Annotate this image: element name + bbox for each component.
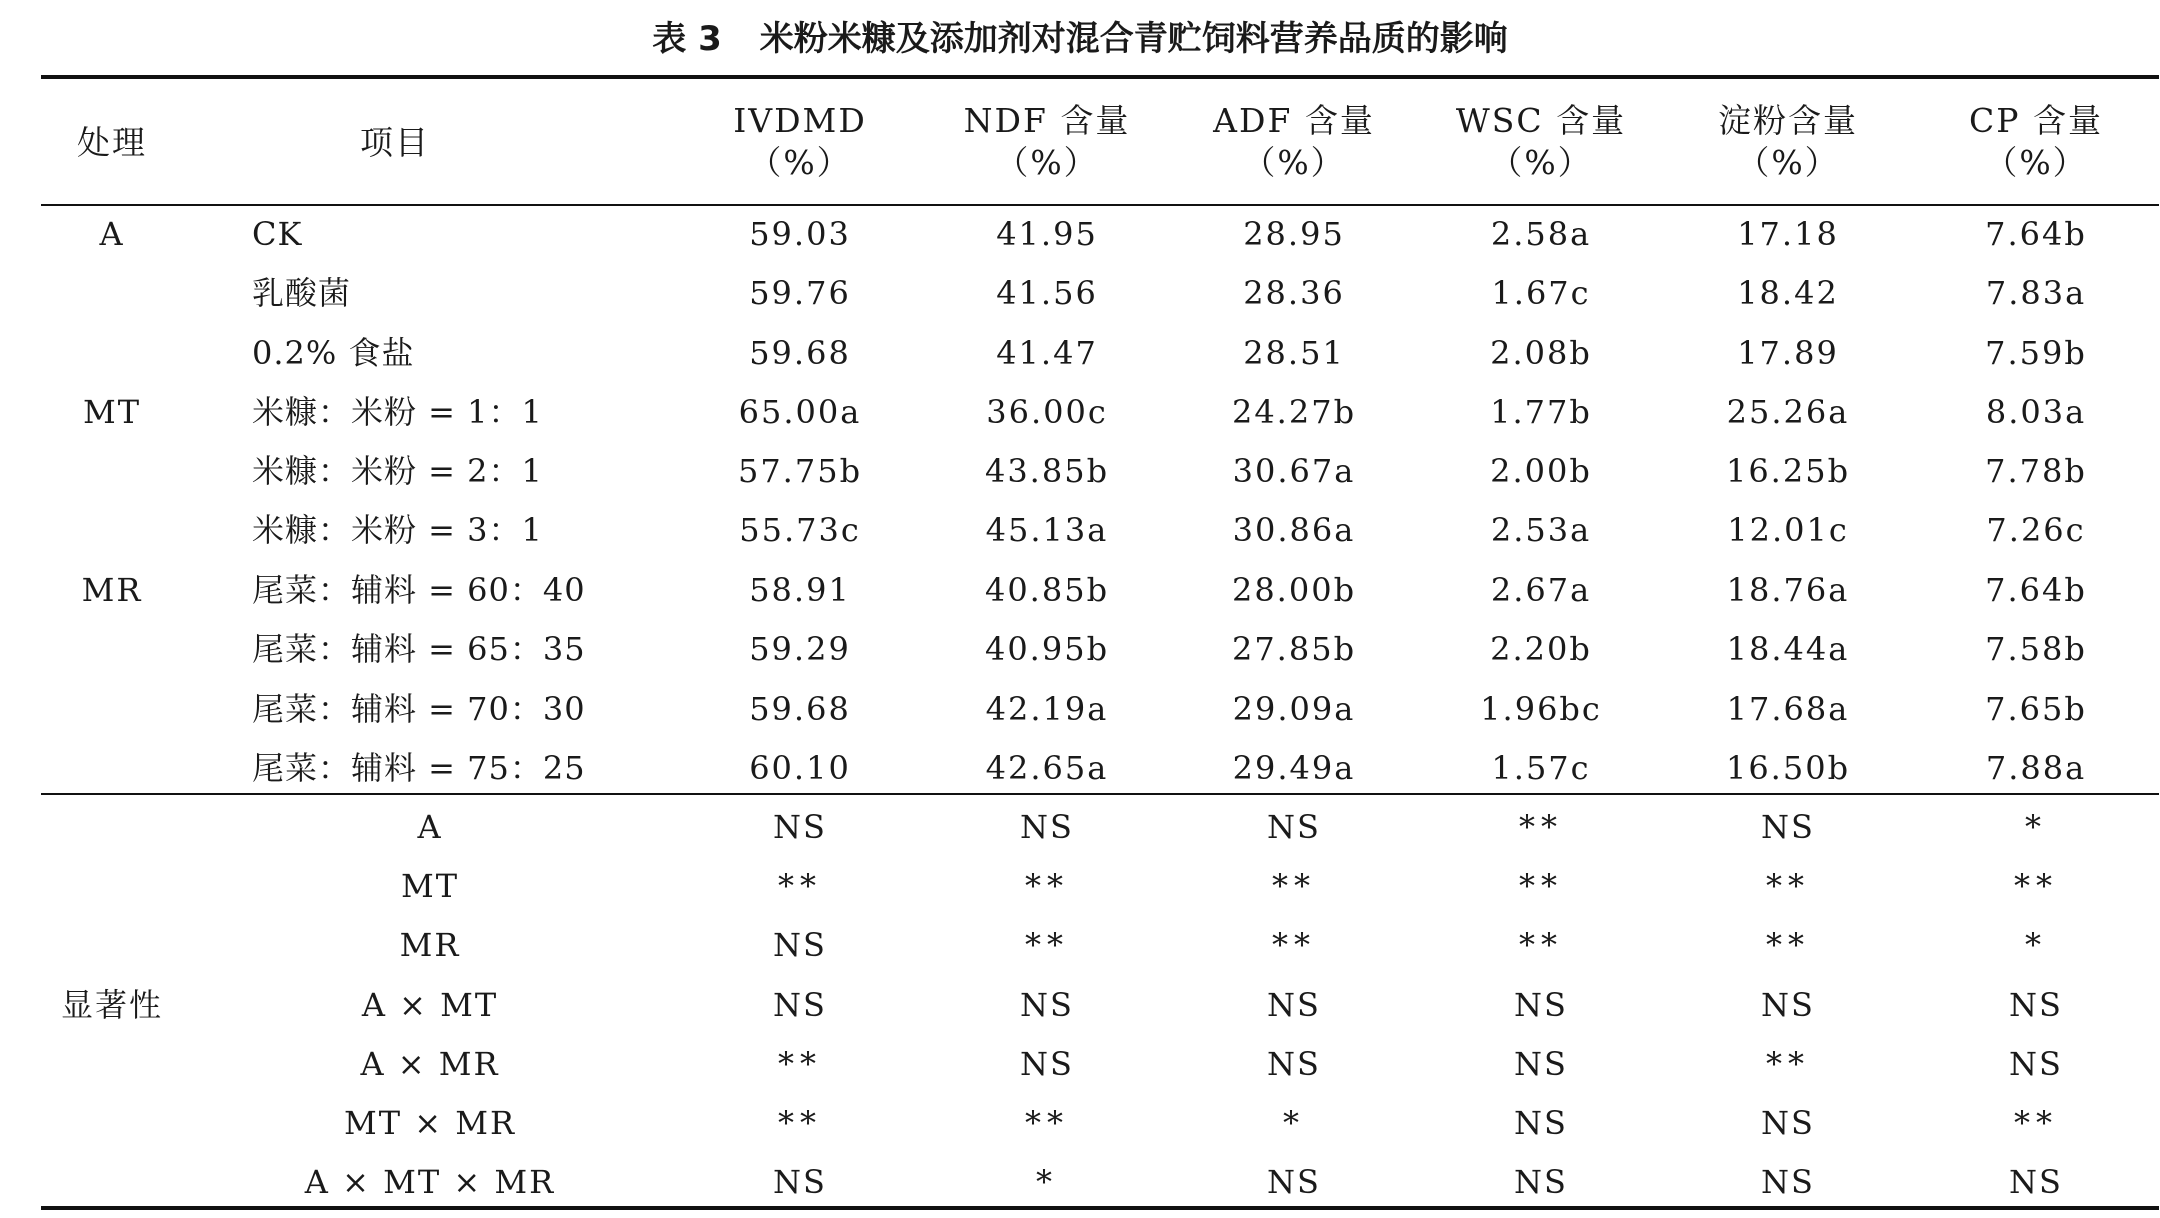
table-cell: 2.58a	[1490, 215, 1592, 253]
table-cell: 2.20b	[1490, 630, 1592, 668]
significance-cell: NS	[1761, 808, 1815, 846]
table-cell: 12.01c	[1727, 511, 1849, 549]
table-cell: 7.83a	[1985, 274, 2087, 312]
row-item-label: 尾菜：辅料 = 60：40	[252, 571, 586, 609]
bottom-rule	[41, 1206, 2159, 1210]
table-cell: 59.29	[749, 630, 851, 668]
row-item-label: 米糠：米粉 = 3：1	[252, 511, 543, 549]
significance-cell: NS	[2009, 1045, 2063, 1083]
table-cell: 41.95	[996, 215, 1098, 253]
significance-cell: **	[778, 1104, 822, 1142]
table-cell: 40.85b	[984, 571, 1110, 609]
table-cell: 7.78b	[1985, 452, 2087, 490]
significance-cell: NS	[1267, 808, 1321, 846]
table-cell: 41.47	[996, 334, 1098, 372]
significance-factor: A	[417, 808, 443, 846]
table-cell: 2.53a	[1490, 511, 1592, 549]
table-cell: 24.27b	[1231, 393, 1357, 431]
table-cell: 16.50b	[1725, 749, 1851, 787]
significance-cell: NS	[1514, 986, 1568, 1024]
table-cell: 1.96bc	[1480, 690, 1602, 728]
significance-cell: *	[1283, 1104, 1305, 1142]
significance-cell: **	[1272, 867, 1316, 905]
table-cell: 59.76	[749, 274, 851, 312]
table-cell: 29.09a	[1232, 690, 1356, 728]
significance-cell: *	[1036, 1163, 1058, 1201]
table-cell: 2.08b	[1490, 334, 1592, 372]
table-cell: 55.73c	[739, 511, 861, 549]
treatment-group: MT	[82, 393, 142, 431]
table-cell: 2.00b	[1490, 452, 1592, 490]
table-cell: 58.91	[749, 571, 851, 609]
significance-factor: MR	[399, 926, 461, 964]
table-cell: 40.95b	[984, 630, 1110, 668]
significance-cell: *	[2025, 926, 2047, 964]
significance-factor: A × MT × MR	[304, 1163, 556, 1201]
significance-cell: NS	[1267, 1045, 1321, 1083]
table-cell: 42.19a	[985, 690, 1109, 728]
row-item-label: CK	[252, 215, 303, 253]
header-treatment: 处理	[77, 123, 147, 162]
table-cell: 16.25b	[1725, 452, 1851, 490]
table-cell: 7.64b	[1985, 215, 2087, 253]
significance-cell: NS	[1514, 1163, 1568, 1201]
row-item-label: 尾菜：辅料 = 70：30	[252, 690, 586, 728]
table-cell: 30.67a	[1232, 452, 1356, 490]
significance-cell: **	[1519, 808, 1563, 846]
table-cell: 45.13a	[985, 511, 1109, 549]
significance-cell: **	[778, 1045, 822, 1083]
table-cell: 28.51	[1243, 334, 1345, 372]
column-header: NDF 含量	[963, 101, 1131, 140]
row-item-label: 米糠：米粉 = 1：1	[252, 393, 543, 431]
row-item-label: 尾菜：辅料 = 75：25	[252, 749, 586, 787]
significance-cell: NS	[1761, 1163, 1815, 1201]
significance-cell: NS	[1514, 1045, 1568, 1083]
row-item-label: 尾菜：辅料 = 65：35	[252, 630, 586, 668]
significance-cell: **	[1519, 926, 1563, 964]
table-cell: 28.00b	[1231, 571, 1357, 609]
significance-label: 显著性	[60, 986, 164, 1024]
table-cell: 7.59b	[1985, 334, 2087, 372]
row-item-label: 0.2% 食盐	[252, 334, 415, 372]
significance-cell: **	[1519, 867, 1563, 905]
table-cell: 57.75b	[737, 452, 863, 490]
column-unit: （%）	[748, 143, 852, 182]
significance-factor: MT	[400, 867, 460, 905]
significance-factor: A × MR	[360, 1045, 500, 1083]
table-cell: 7.58b	[1985, 630, 2087, 668]
significance-rule	[41, 793, 2159, 795]
table-cell: 18.44a	[1726, 630, 1850, 668]
column-header: CP 含量	[1969, 101, 2103, 140]
treatment-group: A	[99, 215, 125, 253]
table-cell: 25.26a	[1726, 393, 1850, 431]
significance-factor: A × MT	[361, 986, 499, 1024]
significance-cell: **	[1766, 1045, 1810, 1083]
column-unit: （%）	[1242, 143, 1346, 182]
table-cell: 1.67c	[1491, 274, 1591, 312]
significance-cell: NS	[1514, 1104, 1568, 1142]
table-cell: 43.85b	[984, 452, 1110, 490]
significance-cell: NS	[1761, 1104, 1815, 1142]
table-cell: 7.65b	[1985, 690, 2087, 728]
table-cell: 42.65a	[985, 749, 1109, 787]
table-cell: 27.85b	[1231, 630, 1357, 668]
table-number: 表 3	[652, 19, 722, 59]
table-cell: 7.88a	[1985, 749, 2087, 787]
significance-cell: NS	[773, 1163, 827, 1201]
table-cell: 7.64b	[1985, 571, 2087, 609]
table-cell: 17.18	[1737, 215, 1839, 253]
table-cell: 1.77b	[1490, 393, 1592, 431]
significance-cell: **	[2014, 867, 2058, 905]
significance-cell: **	[778, 867, 822, 905]
table-cell: 59.68	[749, 334, 851, 372]
significance-cell: NS	[773, 808, 827, 846]
table-cell: 36.00c	[986, 393, 1108, 431]
column-header: ADF 含量	[1213, 101, 1375, 140]
row-item-label: 乳酸菌	[252, 274, 352, 312]
significance-cell: **	[1025, 867, 1069, 905]
table-cell: 60.10	[749, 749, 851, 787]
column-unit: （%）	[1984, 143, 2088, 182]
significance-cell: NS	[773, 926, 827, 964]
significance-cell: NS	[1761, 986, 1815, 1024]
table-cell: 18.76a	[1726, 571, 1850, 609]
significance-cell: NS	[773, 986, 827, 1024]
significance-cell: NS	[2009, 1163, 2063, 1201]
table-title	[0, 14, 2160, 64]
column-unit: （%）	[1736, 143, 1840, 182]
table-caption: 米粉米糠及添加剂对混合青贮饲料营养品质的影响	[759, 19, 1508, 59]
table-cell: 2.67a	[1490, 571, 1592, 609]
column-unit: （%）	[995, 143, 1099, 182]
header-rule	[41, 204, 2159, 206]
table-cell: 65.00a	[738, 393, 862, 431]
table-cell: 59.68	[749, 690, 851, 728]
treatment-group: MR	[81, 571, 143, 609]
table-cell: 17.68a	[1726, 690, 1850, 728]
significance-cell: NS	[1020, 808, 1074, 846]
table-cell: 28.36	[1243, 274, 1345, 312]
table-cell: 28.95	[1243, 215, 1345, 253]
table-cell: 7.26c	[1986, 511, 2086, 549]
table-cell: 8.03a	[1985, 393, 2087, 431]
significance-cell: **	[2014, 1104, 2058, 1142]
significance-cell: NS	[1020, 1045, 1074, 1083]
significance-cell: **	[1025, 1104, 1069, 1142]
table-cell: 17.89	[1737, 334, 1839, 372]
column-header: IVDMD	[733, 101, 867, 140]
significance-factor: MT × MR	[343, 1104, 517, 1142]
header-item: 项目	[360, 123, 430, 162]
table-cell: 30.86a	[1232, 511, 1356, 549]
table-cell: 59.03	[749, 215, 851, 253]
table-cell: 29.49a	[1232, 749, 1356, 787]
significance-cell: *	[2025, 808, 2047, 846]
column-unit: （%）	[1489, 143, 1593, 182]
significance-cell: **	[1766, 867, 1810, 905]
significance-cell: NS	[1267, 1163, 1321, 1201]
column-header: 淀粉含量	[1718, 101, 1858, 140]
table-cell: 41.56	[996, 274, 1098, 312]
top-rule	[41, 75, 2159, 79]
significance-cell: **	[1025, 926, 1069, 964]
significance-cell: NS	[1267, 986, 1321, 1024]
significance-cell: **	[1766, 926, 1810, 964]
significance-cell: NS	[2009, 986, 2063, 1024]
significance-cell: NS	[1020, 986, 1074, 1024]
table-cell: 18.42	[1737, 274, 1839, 312]
row-item-label: 米糠：米粉 = 2：1	[252, 452, 543, 490]
table-cell: 1.57c	[1491, 749, 1591, 787]
column-header: WSC 含量	[1455, 101, 1627, 140]
significance-cell: **	[1272, 926, 1316, 964]
